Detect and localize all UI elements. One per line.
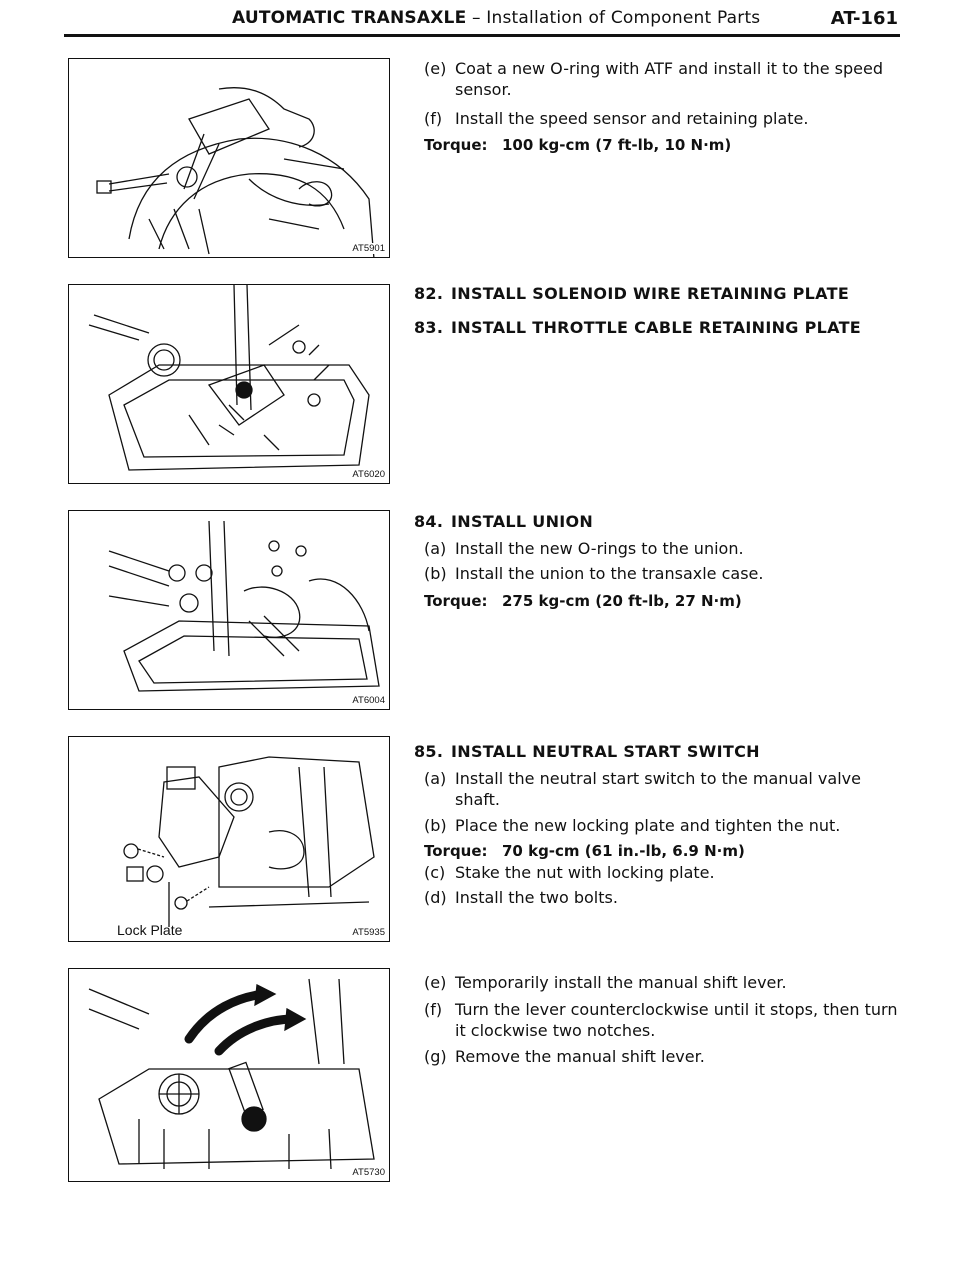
step-84-b xyxy=(424,563,904,585)
manual-shift-lever-illustration xyxy=(69,969,390,1182)
step-text: Turn the lever counterclockwise until it stops, then turn it clockwise two notches. xyxy=(455,1000,898,1040)
step-label: (c) xyxy=(424,863,446,882)
figure-code: AT5935 xyxy=(352,927,385,938)
torque-label: Torque: xyxy=(424,842,488,860)
neutral-start-switch-illustration xyxy=(69,737,390,942)
step-label: (b) xyxy=(424,564,447,583)
step-label: (e) xyxy=(424,59,447,78)
figure-speed-sensor xyxy=(68,58,390,258)
step-text: Install the two bolts. xyxy=(455,888,618,907)
step-84-a xyxy=(424,538,904,560)
step-label: (a) xyxy=(424,769,447,788)
step-text: Coat a new O-ring with ATF and install it to the speed sensor. xyxy=(455,59,883,99)
step-text: Temporarily install the manual shift lever. xyxy=(455,973,787,992)
torque-spec xyxy=(424,136,731,154)
header-rule xyxy=(64,34,900,37)
torque-value: 100 kg-cm (7 ft-lb, 10 N·m) xyxy=(502,136,732,154)
step-label: (b) xyxy=(424,816,447,835)
step-text: Install the speed sensor and retaining plate. xyxy=(455,109,809,128)
step-label: (a) xyxy=(424,539,447,558)
step-label: (d) xyxy=(424,888,447,907)
step-label: (f) xyxy=(424,1000,443,1019)
page-title xyxy=(232,8,760,28)
step-number: 85. xyxy=(414,742,444,761)
speed-sensor-illustration xyxy=(69,59,390,258)
step-85-f xyxy=(424,999,904,1041)
retaining-plates-illustration xyxy=(69,285,390,484)
step-e-o-ring xyxy=(424,58,904,100)
step-title: INSTALL THROTTLE CABLE RETAINING PLATE xyxy=(451,318,862,337)
torque-spec xyxy=(424,592,742,610)
figure-code: AT5901 xyxy=(352,243,385,254)
figure-manual-shift-lever xyxy=(68,968,390,1182)
step-text: Place the new locking plate and tighten the nut. xyxy=(455,816,841,835)
heading-step-83 xyxy=(414,318,861,337)
step-text: Install the new O-rings to the union. xyxy=(455,539,744,558)
union-illustration xyxy=(69,511,390,710)
step-title: INSTALL NEUTRAL START SWITCH xyxy=(451,742,760,761)
torque-label: Torque: xyxy=(424,136,488,154)
step-number: 82. xyxy=(414,284,444,303)
step-text: Stake the nut with locking plate. xyxy=(455,863,715,882)
torque-label: Torque: xyxy=(424,592,488,610)
step-text: Remove the manual shift lever. xyxy=(455,1047,705,1066)
figure-neutral-start-switch xyxy=(68,736,390,942)
step-f-speed-sensor xyxy=(424,108,904,130)
step-text: Install the neutral start switch to the manual valve shaft. xyxy=(455,769,861,809)
step-85-a xyxy=(424,768,904,810)
step-label: (g) xyxy=(424,1047,447,1066)
step-85-e xyxy=(424,972,904,994)
step-number: 83. xyxy=(414,318,444,337)
step-85-d xyxy=(424,887,904,909)
step-label: (f) xyxy=(424,109,443,128)
figure-retaining-plates xyxy=(68,284,390,484)
step-label: (e) xyxy=(424,973,447,992)
step-text: Install the union to the transaxle case. xyxy=(455,564,764,583)
page-number: AT-161 xyxy=(830,8,898,29)
figure-union xyxy=(68,510,390,710)
title-main: AUTOMATIC TRANSAXLE xyxy=(232,8,467,28)
heading-step-84 xyxy=(414,512,593,531)
step-title: INSTALL UNION xyxy=(451,512,594,531)
figure-code: AT5730 xyxy=(352,1167,385,1178)
heading-step-82 xyxy=(414,284,849,303)
torque-value: 275 kg-cm (20 ft-lb, 27 N·m) xyxy=(502,592,742,610)
title-subtitle: – Installation of Component Parts xyxy=(466,8,761,28)
step-85-b xyxy=(424,815,904,837)
step-85-g xyxy=(424,1046,904,1068)
lock-plate-label: Lock Plate xyxy=(117,922,183,938)
figure-code: AT6004 xyxy=(352,695,385,706)
heading-step-85 xyxy=(414,742,760,761)
step-85-c xyxy=(424,862,904,884)
torque-spec xyxy=(424,842,745,860)
figure-code: AT6020 xyxy=(352,469,385,480)
step-title: INSTALL SOLENOID WIRE RETAINING PLATE xyxy=(451,284,850,303)
torque-value: 70 kg-cm (61 in.-lb, 6.9 N·m) xyxy=(502,842,745,860)
step-number: 84. xyxy=(414,512,444,531)
